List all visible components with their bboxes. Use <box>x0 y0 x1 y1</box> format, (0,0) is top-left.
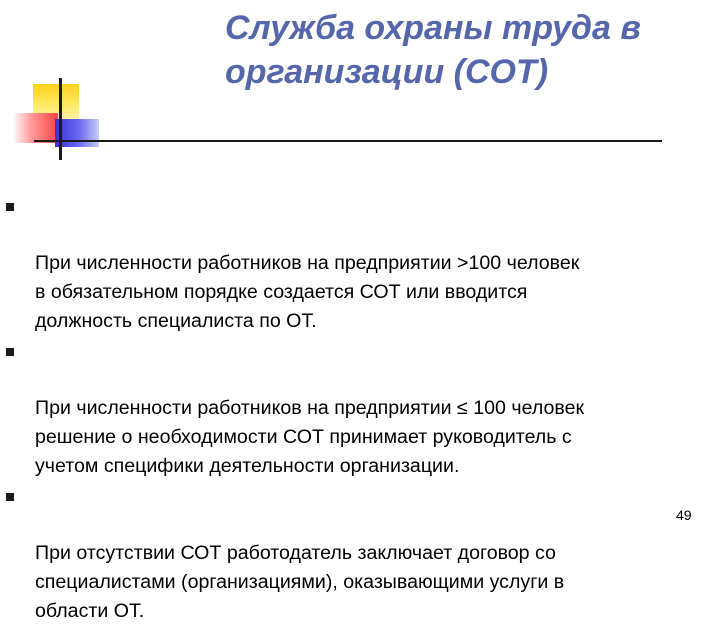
red-square <box>12 113 58 143</box>
bullet-list <box>0 191 720 626</box>
square-bullet-icon <box>6 203 14 211</box>
square-bullet-icon <box>6 348 14 356</box>
slide-title: Служба охраны труда в организации (СОТ) <box>225 9 641 91</box>
bullet-item <box>0 481 720 626</box>
bullet-text: При численности работников на предприятии >100 человек в обязательном порядке создается СОТ или вводится должность специалиста по ОТ. <box>35 252 580 332</box>
bullet-text: При численности работников на предприятии ≤ 100 человек решение о необходимости СОТ принимает руководитель с учетом специфики деятельности организации. <box>35 397 585 477</box>
bullet-text: При отсутствии СОТ работодатель заключает договор со специалистами (организациями), оказывающими услуги в области ОТ. <box>35 542 565 622</box>
bullet-item <box>0 336 720 481</box>
bullet-item <box>0 191 720 336</box>
page-number: 49 <box>676 507 692 523</box>
square-bullet-icon <box>6 493 14 501</box>
vertical-rule <box>59 78 62 160</box>
title-underline <box>34 140 662 142</box>
